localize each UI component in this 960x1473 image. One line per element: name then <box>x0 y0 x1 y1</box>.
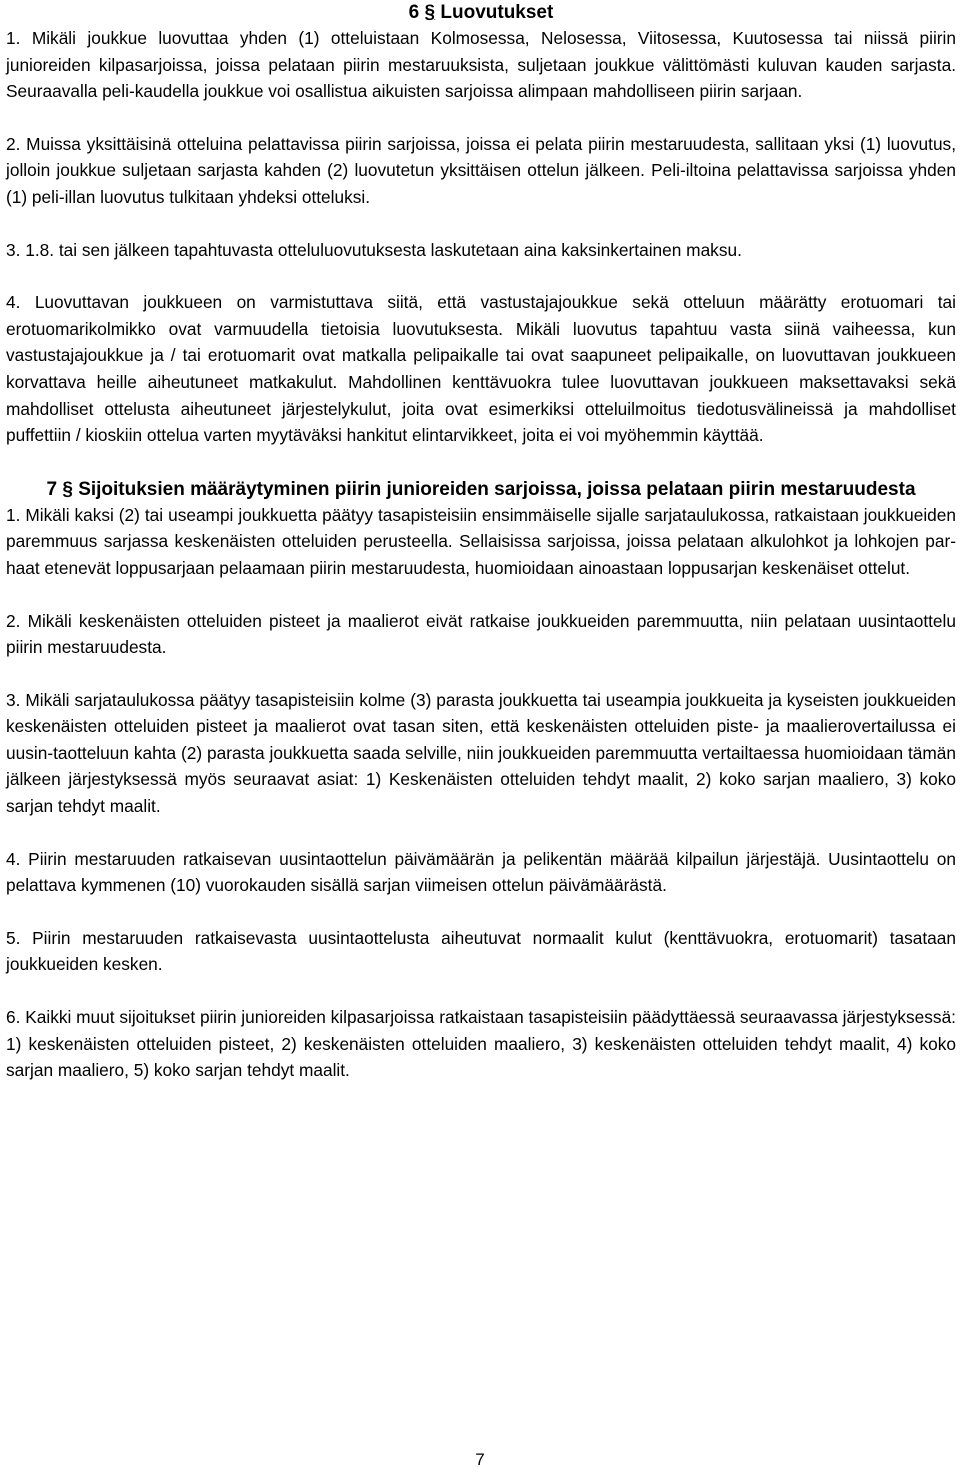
section-7-paragraph-5: 5. Piirin mestaruuden ratkaisevasta uusintaottelusta aiheutuvat normaalit kulut (kenttävuokra, erotuomarit) tasataan joukkueiden kesken. <box>6 927 956 975</box>
section-7-paragraph-4: 4. Piirin mestaruuden ratkaisevan uusintaottelun päivämäärän ja pelikentän määrää kilpailun järjestäjä. Uusintaottelu on pelattava kymmenen (10) vuorokauden sisällä sarjan viimeisen ottelun päivämäärästä. <box>6 848 956 896</box>
section-6-paragraph-2: 2. Muissa yksittäisinä otteluina pelattavissa piirin sarjoissa, joissa ei pelata piirin mestaruudesta, sallitaan yksi (1) luovutus, jolloin joukkue suljetaan sarjasta kahden (2) luovutetun yksittäisen ottelun jälkeen. Peli-iltoina pelattavissa sarjoissa yhden (1) peli-illan luovutus tulkitaan yhdeksi otteluksi. <box>6 133 956 207</box>
section-7-title: Sijoituksien määräytyminen piirin junioreiden sarjoissa, joissa pelataan piirin mestaruudesta <box>78 478 916 500</box>
section-7-paragraph-2: 2. Mikäli keskenäisten otteluiden pisteet ja maalierot eivät ratkaise joukkueiden paremmuutta, niin pelataan uusintaottelu piirin mestaruudesta. <box>6 610 956 658</box>
section-6-title: Luovutukset <box>440 2 554 23</box>
section-7-paragraph-1: 1. Mikäli kaksi (2) tai useampi joukkuetta päätyy tasapisteisiin ensimmäiselle sijalle sarjataulukossa, ratkaistaan joukkueiden paremmuus sarjassa keskenäisten otteluiden perusteella. Sellaisissa sarjoissa, joissa pelataan alkulohkot ja lohkojen par-haat etenevät loppusarjaan pelaamaan piirin mestaruudesta, huomioidaan ainoastaan loppusarjan keskenäiset ottelut. <box>6 504 956 578</box>
section-6-heading <box>6 0 956 25</box>
section-sign: § <box>424 2 436 23</box>
section-6-paragraph-3: 3. 1.8. tai sen jälkeen tapahtuvasta otteluluovutuksesta laskutetaan aina kaksinkertainen maksu. <box>6 239 742 260</box>
section-7-number: 7 <box>46 478 58 500</box>
section-6-paragraph-1: 1. Mikäli joukkue luovuttaa yhden (1) otteluistaan Kolmosessa, Nelosessa, Viitosessa, Kuutosessa tai niissä piirin junioreiden kilpasarjoissa, joissa pelataan piirin mestaruuksista, suljetaan joukkue välittömästi kuluvan kauden sarjasta. Seuraavalla peli-kaudella joukkue voi osallistua aikuisten sarjoissa alimpaan mahdolliseen piirin sarjaan. <box>6 28 956 102</box>
section-6-paragraph-4: 4. Luovuttavan joukkueen on varmistuttava siitä, että vastustajajoukkue sekä otteluun määrätty erotuomari tai erotuomarikolmikko ovat varmuudella tietoisia luovutuksesta. Mikäli luovutus tapahtuu vasta siinä vaiheessa, kun vastustajajoukkue ja / tai erotuomarit ovat matkalla pelipaikalle tai ovat saapuneet pelipaikalle, on luovuttavan joukkueen korvattava heille aiheutuneet matkakulut. Mahdollinen kenttävuokra tulee luovuttavan joukkueen maksettavaksi sekä mahdolliset ottelusta aiheutuneet järjestelykulut, joita ovat esimerkiksi otteluilmoitus tiedotusvälineissä ja mahdolliset puffettiin / kioskiin ottelua varten myytäväksi hankitut elintarvikkeet, joita ei voi myöhemmin käyttää. <box>6 292 956 446</box>
section-7-heading <box>6 477 956 502</box>
page-number: 7 <box>475 1450 485 1469</box>
section-6-number: 6 <box>408 2 420 23</box>
document-page <box>6 0 956 1084</box>
section-7-paragraph-6: 6. Kaikki muut sijoitukset piirin junioreiden kilpasarjoissa ratkaistaan tasapisteisiin päädyttäessä seuraavassa järjestyksessä: 1) keskenäisten otteluiden pisteet, 2) keskenäisten otteluiden maaliero, 3) keskenäisten otteluiden tehdyt maalit, 4) koko sarjan maaliero, 5) koko sarjan tehdyt maalit. <box>6 1007 956 1081</box>
section-7-paragraph-3: 3. Mikäli sarjataulukossa päätyy tasapisteisiin kolme (3) parasta joukkuetta tai useampia joukkueita ja kyseisten joukkueiden keskenäisten otteluiden pisteet ja maalierot ovat tasan siten, että keskenäisten otteluiden piste- ja maalierovertailussa ei uusin-taotteluun kahta (2) parasta joukkuetta saada selville, niin joukkueiden paremmuutta vertailtaessa huomioidaan tämän jälkeen järjestyksessä myös seuraavat asiat: 1) Keskenäisten otteluiden tehdyt maalit, 2) koko sarjan maaliero, 3) koko sarjan tehdyt maalit. <box>6 689 956 817</box>
section-sign: § <box>62 478 73 500</box>
